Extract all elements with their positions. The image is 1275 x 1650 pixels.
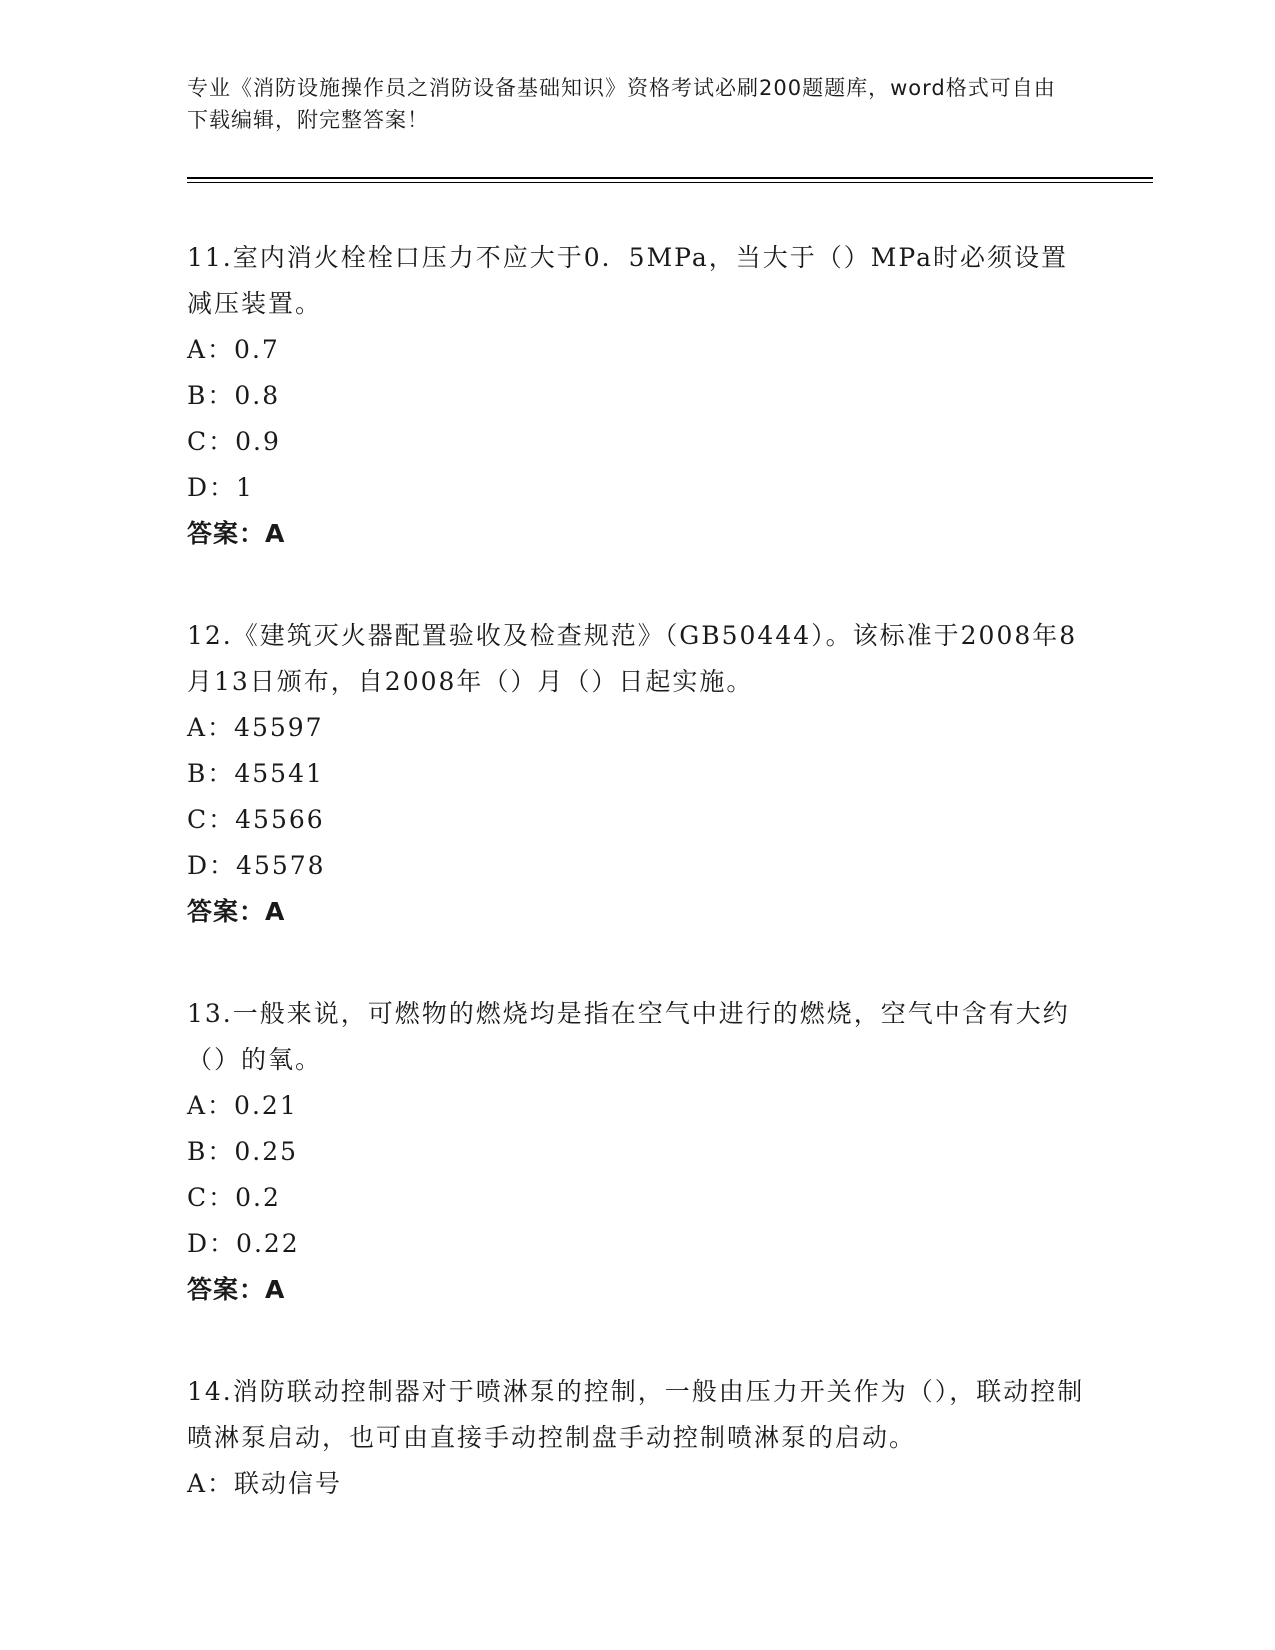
option-a: A：0.7 [187, 335, 280, 364]
option-b: B：45541 [187, 759, 324, 788]
question-13 [187, 991, 1087, 1313]
document-header [187, 72, 1067, 136]
header-divider-thick [187, 177, 1153, 179]
question-14 [187, 1369, 1087, 1507]
question-stem: 12.《建筑灭火器配置验收及检查规范》（GB50444）。该标准于2008年8月13日颁布，自2008年（）月（）日起实施。 [187, 621, 1078, 696]
option-d: D：0.22 [187, 1229, 300, 1258]
answer-line: 答案：A [187, 519, 286, 548]
option-a: A：0.21 [187, 1091, 298, 1120]
question-12 [187, 613, 1087, 935]
question-list [187, 235, 1087, 1563]
answer-line: 答案：A [187, 1275, 286, 1304]
option-d: D：45578 [187, 851, 326, 880]
option-d: D：1 [187, 473, 254, 502]
option-c: C：0.2 [187, 1183, 281, 1212]
question-11 [187, 235, 1087, 557]
question-stem: 11.室内消火栓栓口压力不应大于0．5MPa，当大于（）MPa时必须设置减压装置。 [187, 243, 1068, 318]
option-b: B：0.8 [187, 381, 281, 410]
answer-line: 答案：A [187, 897, 286, 926]
question-stem: 13.一般来说，可燃物的燃烧均是指在空气中进行的燃烧，空气中含有大约（）的氧。 [187, 999, 1070, 1074]
header-divider-thin [187, 182, 1153, 183]
option-a: A：45597 [187, 713, 324, 742]
option-c: C：45566 [187, 805, 325, 834]
option-b: B：0.25 [187, 1137, 299, 1166]
header-intro-text: 专业《消防设施操作员之消防设备基础知识》资格考试必刷200题题库，word格式可自由下载编辑，附完整答案！ [187, 76, 1056, 132]
option-a: A：联动信号 [187, 1469, 343, 1498]
question-stem: 14.消防联动控制器对于喷淋泵的控制，一般由压力开关作为（），联动控制喷淋泵启动，也可由直接手动控制盘手动控制喷淋泵的启动。 [187, 1377, 1085, 1452]
option-c: C：0.9 [187, 427, 281, 456]
